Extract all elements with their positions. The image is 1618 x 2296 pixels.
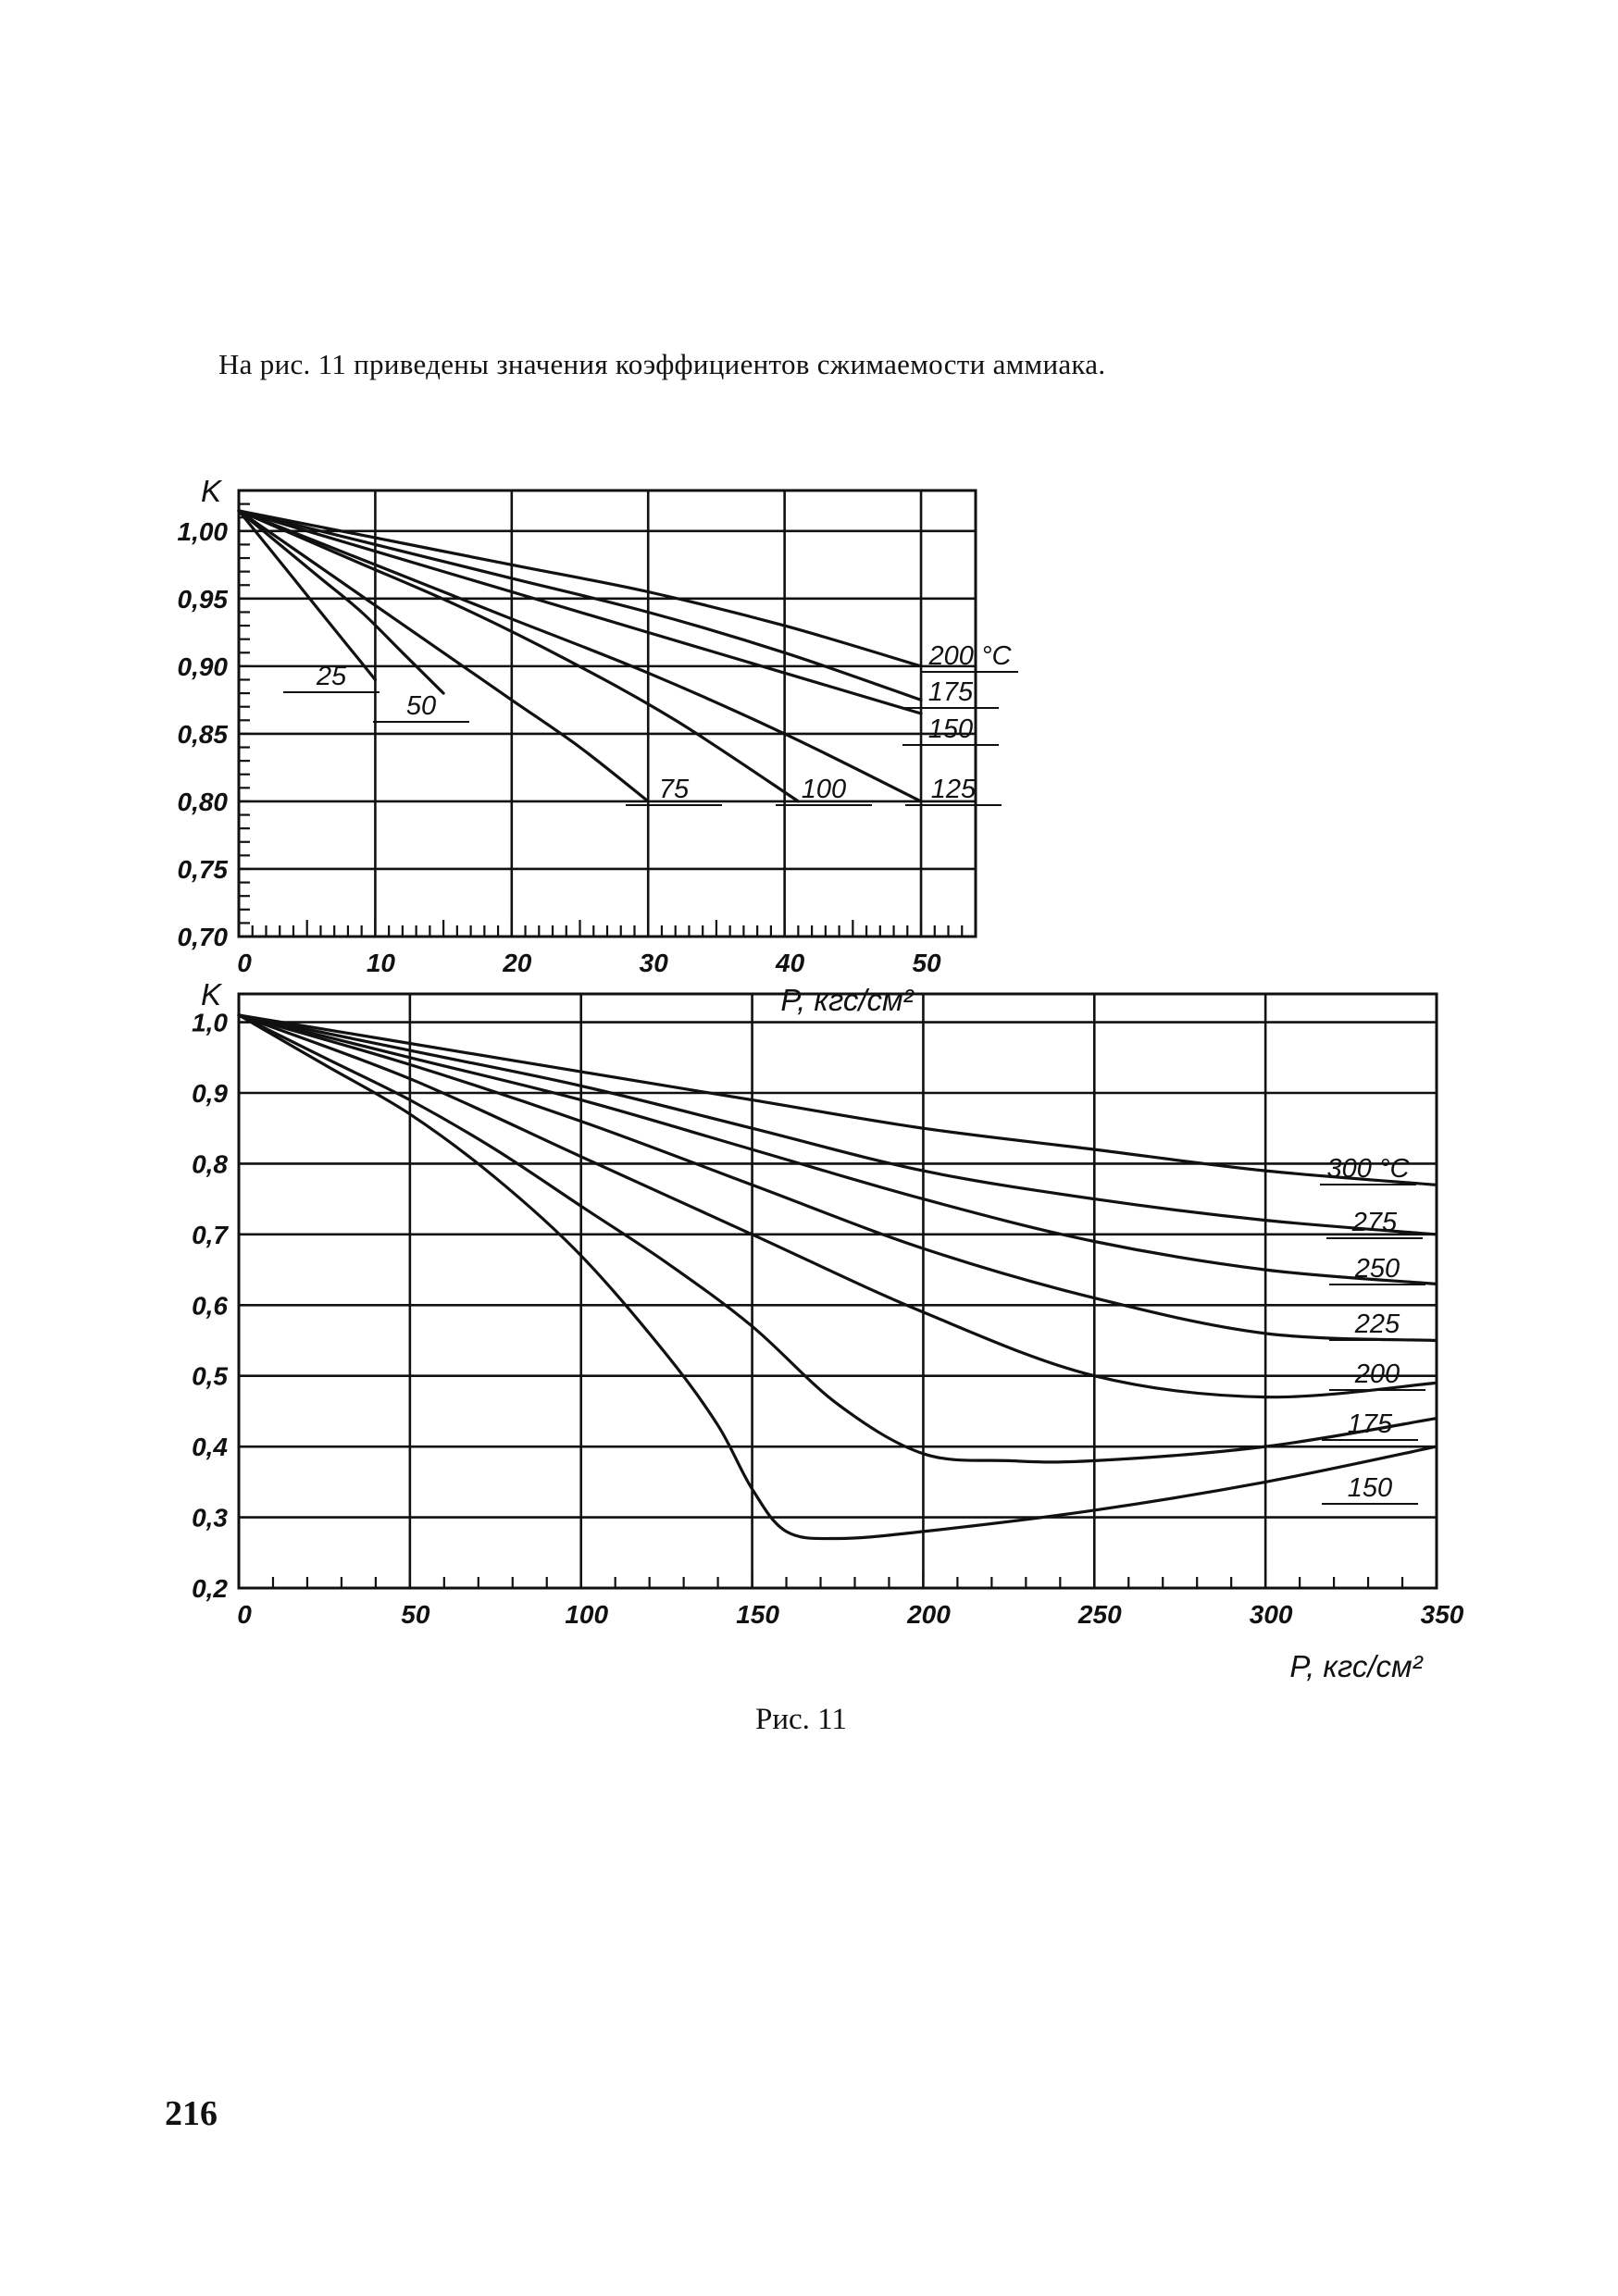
chart1-series-label: 175 [927, 677, 974, 707]
chart2-series-label: 200 [1354, 1359, 1400, 1389]
chart1-y-axis-label: K [200, 474, 222, 508]
chart1-series-label: 25 [316, 662, 347, 691]
chart1-x-tick-label: 40 [776, 949, 805, 977]
chart2-x-axis-label: P, кгс/см² [1289, 1649, 1423, 1683]
figure-caption: Рис. 11 [755, 1703, 847, 1736]
chart2-y-tick-label: 0,9 [192, 1079, 228, 1108]
chart1-x-tick-label: 30 [639, 949, 668, 977]
page-number: 216 [165, 2094, 218, 2133]
chart1-series-line [239, 511, 375, 680]
chart2-series-line [239, 1015, 1437, 1185]
chart1-y-tick-label: 0,70 [177, 923, 228, 951]
chart1-series-line [239, 511, 648, 801]
chart1-series-label: 125 [930, 775, 977, 804]
chart1-y-tick-label: 0,90 [177, 652, 228, 681]
chart2-x-tick-label: 300 [1249, 1600, 1293, 1629]
chart1-x-tick-label: 50 [912, 949, 941, 977]
chart1-series-label: 150 [927, 714, 974, 744]
chart1-y-tick-label: 0,75 [177, 854, 228, 884]
chart2-y-tick-label: 0,7 [192, 1220, 228, 1249]
chart1-y-tick-label: 1,00 [177, 516, 228, 546]
chart1-y-tick-label: 0,80 [177, 787, 228, 816]
chart2-y-tick-label: 0,4 [192, 1433, 228, 1462]
chart2-y-tick-label: 1,0 [192, 1008, 228, 1037]
chart2-x-tick-label: 200 [907, 1600, 951, 1629]
chart1-series-label: 50 [405, 691, 437, 721]
chart2-y-tick-label: 0,6 [192, 1291, 228, 1321]
chart1-x-tick-label: 20 [503, 949, 532, 977]
chart2-y-tick-label: 0,5 [192, 1361, 228, 1391]
intro-paragraph: На рис. 11 приведены значения коэффициентов сжимаемости аммиака. [218, 348, 1106, 380]
chart1-series-line [239, 511, 798, 801]
chart1-series-label: 200 °C [928, 641, 1012, 671]
chart1-series-line [239, 511, 921, 666]
chart2-x-tick-label: 50 [401, 1600, 430, 1629]
chart2-series-label: 150 [1347, 1473, 1393, 1503]
chart2-series-label: 250 [1354, 1254, 1400, 1284]
chart1-y-tick-label: 0,85 [177, 719, 228, 749]
chart2-series-label: 225 [1354, 1309, 1400, 1339]
chart1-series-label: 75 [658, 775, 690, 804]
chart2-x-tick-label: 350 [1420, 1600, 1464, 1629]
chart1-x-tick-label: 10 [366, 949, 395, 977]
chart2-series-line [239, 1015, 1437, 1341]
chart2-series-label: 300 °C [1326, 1154, 1410, 1184]
chart2-x-tick-label: 0 [237, 1600, 252, 1629]
chart2-x-tick-label: 100 [565, 1600, 609, 1629]
chart2-y-tick-label: 0,3 [192, 1503, 228, 1533]
chart2-y-axis-label: K [200, 977, 222, 1011]
chart2-series-label: 275 [1351, 1208, 1398, 1237]
chart1-x-axis-label: P, кгс/см² [780, 983, 914, 1017]
chart1-series-label: 100 [801, 775, 847, 804]
chart2-series-line [239, 1015, 1437, 1397]
chart2-x-tick-label: 250 [1077, 1600, 1122, 1629]
chart1-x-tick-label: 0 [237, 949, 252, 977]
chart2-series-line [239, 1015, 1437, 1235]
chart2-series-label: 175 [1347, 1409, 1393, 1439]
chart2-x-tick-label: 150 [736, 1600, 779, 1629]
chart1-y-tick-label: 0,95 [177, 584, 228, 614]
chart2-y-tick-label: 0,8 [192, 1149, 228, 1179]
chart2-y-tick-label: 0,2 [192, 1574, 228, 1603]
